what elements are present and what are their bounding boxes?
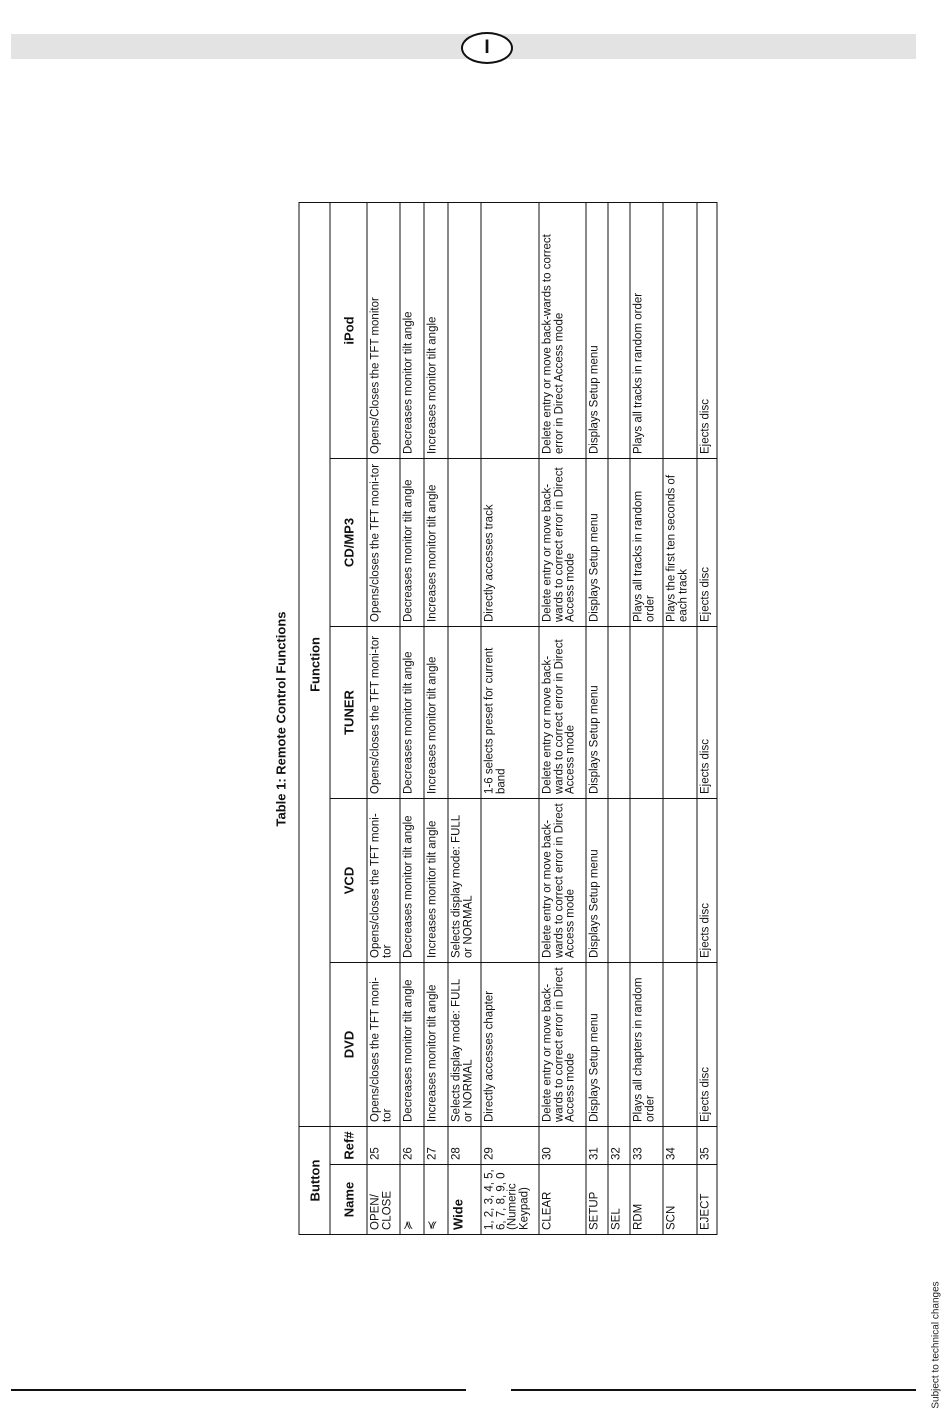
dvd-cell: Delete entry or move back-wards to correct error in Direct Access mode bbox=[539, 963, 586, 1127]
table-row bbox=[448, 202, 481, 1234]
table-row bbox=[400, 202, 424, 1234]
ipod-cell: Displays Setup menu bbox=[586, 202, 608, 458]
ref-cell: 30 bbox=[539, 1127, 586, 1165]
cdmp3-cell bbox=[448, 459, 481, 627]
column-header: VCD bbox=[330, 799, 367, 963]
remote-control-table bbox=[299, 202, 718, 1235]
cdmp3-cell: Directly accesses track bbox=[481, 459, 539, 627]
column-header: TUNER bbox=[330, 627, 367, 799]
ref-cell: 27 bbox=[424, 1127, 448, 1165]
vcd-cell: Selects display mode: FULL or NORMAL bbox=[448, 799, 481, 963]
ref-cell: 25 bbox=[367, 1127, 400, 1165]
cdmp3-cell: Opens/closes the TFT moni-tor bbox=[367, 459, 400, 627]
cdmp3-cell: Plays the first ten seconds of each track bbox=[663, 459, 697, 627]
dvd-cell: Selects display mode: FULL or NORMAL bbox=[448, 963, 481, 1127]
cdmp3-cell bbox=[608, 459, 630, 627]
dvd-cell bbox=[608, 963, 630, 1127]
tuner-cell: Displays Setup menu bbox=[586, 627, 608, 799]
tuner-cell: Ejects disc bbox=[697, 627, 717, 799]
table-row bbox=[608, 202, 630, 1234]
table-row bbox=[367, 202, 400, 1234]
table-title: Table 1: Remote Control Functions bbox=[273, 611, 289, 827]
tuner-cell: Decreases monitor tilt angle bbox=[400, 627, 424, 799]
column-header: Ref# bbox=[330, 1127, 367, 1165]
dvd-cell: Plays all chapters in random order bbox=[630, 963, 663, 1127]
tuner-cell: Opens/closes the TFT moni-tor bbox=[367, 627, 400, 799]
tuner-cell bbox=[448, 627, 481, 799]
tuner-cell bbox=[663, 627, 697, 799]
cdmp3-cell: Increases monitor tilt angle bbox=[424, 459, 448, 627]
ipod-cell bbox=[608, 202, 630, 458]
column-header: DVD bbox=[330, 963, 367, 1127]
vcd-cell bbox=[630, 799, 663, 963]
table-row bbox=[539, 202, 586, 1234]
dvd-cell: Opens/closes the TFT moni-tor bbox=[367, 963, 400, 1127]
ipod-cell: Ejects disc bbox=[697, 202, 717, 458]
cdmp3-cell: Ejects disc bbox=[697, 459, 717, 627]
ipod-cell: Delete entry or move back-wards to correct error in Direct Access mode bbox=[539, 202, 586, 458]
subject-to-changes-note: Subject to technical changes bbox=[930, 1281, 942, 1409]
dvd-cell bbox=[663, 963, 697, 1127]
vcd-cell: Increases monitor tilt angle bbox=[424, 799, 448, 963]
tuner-cell bbox=[608, 627, 630, 799]
ipod-cell bbox=[448, 202, 481, 458]
ref-cell: 31 bbox=[586, 1127, 608, 1165]
ref-cell: 28 bbox=[448, 1127, 481, 1165]
ref-cell: 33 bbox=[630, 1127, 663, 1165]
button-name-cell: OPEN/ CLOSE bbox=[367, 1165, 400, 1235]
dvd-cell: Decreases monitor tilt angle bbox=[400, 963, 424, 1127]
column-header: Name bbox=[330, 1165, 367, 1235]
vcd-cell: Opens/closes the TFT moni-tor bbox=[367, 799, 400, 963]
ipod-cell: Increases monitor tilt angle bbox=[424, 202, 448, 458]
ref-cell: 26 bbox=[400, 1127, 424, 1165]
vcd-cell: Displays Setup menu bbox=[586, 799, 608, 963]
button-name-cell: RDM bbox=[630, 1165, 663, 1235]
ref-cell: 35 bbox=[697, 1127, 717, 1165]
ipod-cell: Decreases monitor tilt angle bbox=[400, 202, 424, 458]
button-name-cell: SETUP bbox=[586, 1165, 608, 1235]
button-name-cell: 1, 2, 3, 4, 5, 6, 7, 8, 9, 0 (Numeric Keypad) bbox=[481, 1165, 539, 1235]
group-header-button: Button bbox=[299, 1127, 330, 1235]
footer-rule-right bbox=[511, 1389, 916, 1391]
ipod-cell bbox=[663, 202, 697, 458]
dvd-cell: Directly accesses chapter bbox=[481, 963, 539, 1127]
language-badge: I bbox=[461, 32, 513, 64]
ref-cell: 29 bbox=[481, 1127, 539, 1165]
ipod-cell bbox=[481, 202, 539, 458]
vcd-cell bbox=[608, 799, 630, 963]
dvd-cell: Ejects disc bbox=[697, 963, 717, 1127]
vcd-cell bbox=[663, 799, 697, 963]
tuner-cell: 1-6 selects preset for current band bbox=[481, 627, 539, 799]
column-header: CD/MP3 bbox=[330, 459, 367, 627]
dvd-cell: Displays Setup menu bbox=[586, 963, 608, 1127]
group-header-function: Function bbox=[299, 202, 330, 1126]
button-name-cell: SCN bbox=[663, 1165, 697, 1235]
vcd-cell: Ejects disc bbox=[697, 799, 717, 963]
button-name-cell: CLEAR bbox=[539, 1165, 586, 1235]
tuner-cell: Increases monitor tilt angle bbox=[424, 627, 448, 799]
button-name-cell: ≼ bbox=[424, 1165, 448, 1235]
table-row bbox=[630, 202, 663, 1234]
table-row bbox=[424, 202, 448, 1234]
table-row bbox=[697, 202, 717, 1234]
button-name-cell: EJECT bbox=[697, 1165, 717, 1235]
table-row bbox=[481, 202, 539, 1234]
button-name-cell: ≽ bbox=[400, 1165, 424, 1235]
vcd-cell bbox=[481, 799, 539, 963]
button-name-cell: Wide bbox=[448, 1165, 481, 1235]
table-row bbox=[663, 202, 697, 1234]
footer-rule-left bbox=[11, 1389, 466, 1391]
dvd-cell: Increases monitor tilt angle bbox=[424, 963, 448, 1127]
ipod-cell: Opens/Closes the TFT monitor bbox=[367, 202, 400, 458]
cdmp3-cell: Delete entry or move back-wards to correct error in Direct Access mode bbox=[539, 459, 586, 627]
column-header: iPod bbox=[330, 202, 367, 458]
ref-cell: 34 bbox=[663, 1127, 697, 1165]
vcd-cell: Decreases monitor tilt angle bbox=[400, 799, 424, 963]
cdmp3-cell: Plays all tracks in random order bbox=[630, 459, 663, 627]
tuner-cell: Delete entry or move back-wards to correct error in Direct Access mode bbox=[539, 627, 586, 799]
table-row bbox=[586, 202, 608, 1234]
cdmp3-cell: Displays Setup menu bbox=[586, 459, 608, 627]
tuner-cell bbox=[630, 627, 663, 799]
button-name-cell: SEL bbox=[608, 1165, 630, 1235]
cdmp3-cell: Decreases monitor tilt angle bbox=[400, 459, 424, 627]
vcd-cell: Delete entry or move back-wards to correct error in Direct Access mode bbox=[539, 799, 586, 963]
ipod-cell: Plays all tracks in random order bbox=[630, 202, 663, 458]
ref-cell: 32 bbox=[608, 1127, 630, 1165]
rotated-table-container bbox=[271, 203, 712, 1235]
